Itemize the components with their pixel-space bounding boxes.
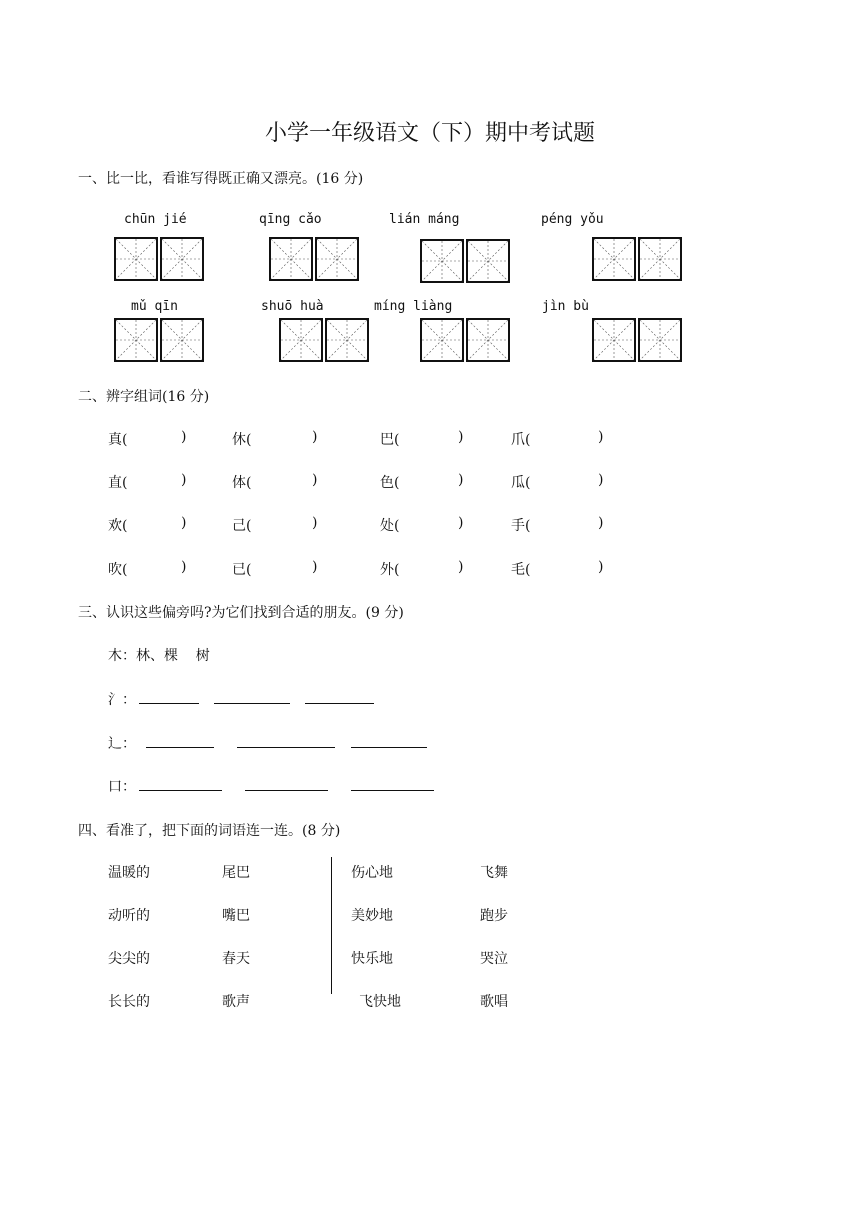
- word-group-char: 处(: [380, 518, 400, 534]
- match-word[interactable]: 温暖的: [108, 865, 150, 881]
- pinyin-label: chūn jié: [124, 212, 187, 227]
- word-group-close: ): [312, 429, 318, 445]
- pinyin-label: péng yǒu: [541, 212, 604, 227]
- answer-blank[interactable]: [214, 703, 290, 704]
- word-group-char: 吹(: [108, 562, 128, 578]
- word-group-close: ): [312, 515, 318, 531]
- section-1-heading: 一、比一比，看谁写得既正确又漂亮。(16 分): [78, 171, 364, 187]
- pinyin-label: lián máng: [389, 212, 460, 227]
- word-group-close: ): [458, 515, 464, 531]
- answer-blank[interactable]: [305, 703, 374, 704]
- match-word[interactable]: 歌唱: [480, 994, 508, 1010]
- writing-cell[interactable]: [638, 237, 682, 281]
- word-group-close: ): [598, 515, 604, 531]
- pinyin-label: míng liàng: [374, 299, 453, 314]
- answer-blank[interactable]: [245, 790, 328, 791]
- match-word[interactable]: 快乐地: [351, 951, 393, 967]
- pinyin-label: qīng cǎo: [259, 212, 322, 227]
- answer-blank[interactable]: [139, 790, 222, 791]
- word-group-char: 瓜(: [511, 475, 531, 491]
- word-group-char: 休(: [232, 432, 252, 448]
- match-word[interactable]: 尾巴: [222, 865, 250, 881]
- writing-cell[interactable]: [160, 237, 204, 281]
- match-word[interactable]: 飞舞: [480, 865, 508, 881]
- writing-grid[interactable]: [592, 318, 684, 362]
- page-title: 小学一年级语文（下）期中考试题: [264, 121, 595, 146]
- word-group-close: ): [458, 429, 464, 445]
- word-group-close: ): [312, 559, 318, 575]
- writing-cell[interactable]: [114, 237, 158, 281]
- match-word[interactable]: 美妙地: [351, 908, 393, 924]
- radical-label-water: 氵：: [108, 692, 136, 708]
- match-word[interactable]: 哭泣: [480, 951, 508, 967]
- answer-blank[interactable]: [146, 747, 214, 748]
- match-word[interactable]: 嘴巴: [222, 908, 250, 924]
- match-word[interactable]: 春天: [222, 951, 250, 967]
- writing-cell[interactable]: [638, 318, 682, 362]
- column-divider: [331, 857, 332, 994]
- pinyin-label: shuō huà: [261, 299, 324, 314]
- word-group-char: 爪(: [511, 432, 531, 448]
- word-group-close: ): [181, 429, 187, 445]
- match-word[interactable]: 飞快地: [359, 994, 401, 1010]
- radical-label-mouth: 口：: [108, 779, 136, 795]
- word-group-close: ): [598, 472, 604, 488]
- match-word[interactable]: 歌声: [222, 994, 250, 1010]
- writing-grid[interactable]: [420, 239, 512, 283]
- word-group-char: 体(: [232, 475, 252, 491]
- word-group-close: ): [598, 429, 604, 445]
- match-word[interactable]: 伤心地: [351, 865, 393, 881]
- match-word[interactable]: 长长的: [108, 994, 150, 1010]
- writing-grid[interactable]: [114, 237, 206, 281]
- writing-cell[interactable]: [592, 318, 636, 362]
- word-group-char: 欢(: [108, 518, 128, 534]
- pinyin-label: jìn bù: [542, 299, 589, 314]
- answer-blank[interactable]: [237, 747, 335, 748]
- word-group-close: ): [181, 472, 187, 488]
- answer-blank[interactable]: [351, 790, 434, 791]
- word-group-char: 直(: [108, 475, 128, 491]
- radical-example: 木：林、棵 树: [108, 648, 210, 664]
- word-group-close: ): [598, 559, 604, 575]
- answer-blank[interactable]: [351, 747, 427, 748]
- writing-cell[interactable]: [420, 318, 464, 362]
- word-group-char: 外(: [380, 562, 400, 578]
- answer-blank[interactable]: [139, 703, 199, 704]
- writing-cell[interactable]: [420, 239, 464, 283]
- word-group-char: 毛(: [511, 562, 531, 578]
- writing-grid[interactable]: [114, 318, 206, 362]
- word-group-close: ): [458, 559, 464, 575]
- match-word[interactable]: 跑步: [480, 908, 508, 924]
- writing-grid[interactable]: [420, 318, 512, 362]
- match-word[interactable]: 动听的: [108, 908, 150, 924]
- writing-grid[interactable]: [592, 237, 684, 281]
- writing-cell[interactable]: [160, 318, 204, 362]
- writing-cell[interactable]: [315, 237, 359, 281]
- word-group-char: 真(: [108, 432, 128, 448]
- writing-grid[interactable]: [269, 237, 361, 281]
- writing-cell[interactable]: [466, 239, 510, 283]
- word-group-char: 手(: [511, 518, 531, 534]
- word-group-close: ): [312, 472, 318, 488]
- word-group-char: 己(: [232, 518, 252, 534]
- word-group-close: ): [458, 472, 464, 488]
- section-4-heading: 四、看准了，把下面的词语连一连。(8 分): [78, 823, 341, 839]
- match-word[interactable]: 尖尖的: [108, 951, 150, 967]
- word-group-char: 色(: [380, 475, 400, 491]
- writing-cell[interactable]: [269, 237, 313, 281]
- radical-label-walk: 辶：: [108, 736, 136, 752]
- word-group-char: 巴(: [380, 432, 400, 448]
- writing-cell[interactable]: [279, 318, 323, 362]
- word-group-char: 已(: [232, 562, 252, 578]
- writing-cell[interactable]: [592, 237, 636, 281]
- word-group-close: ): [181, 559, 187, 575]
- section-2-heading: 二、辨字组词(16 分): [78, 389, 210, 405]
- writing-grid[interactable]: [279, 318, 371, 362]
- writing-cell[interactable]: [325, 318, 369, 362]
- writing-cell[interactable]: [466, 318, 510, 362]
- section-3-heading: 三、认识这些偏旁吗?为它们找到合适的朋友。(9 分): [78, 605, 404, 621]
- writing-cell[interactable]: [114, 318, 158, 362]
- pinyin-label: mǔ qīn: [131, 299, 178, 314]
- word-group-close: ): [181, 515, 187, 531]
